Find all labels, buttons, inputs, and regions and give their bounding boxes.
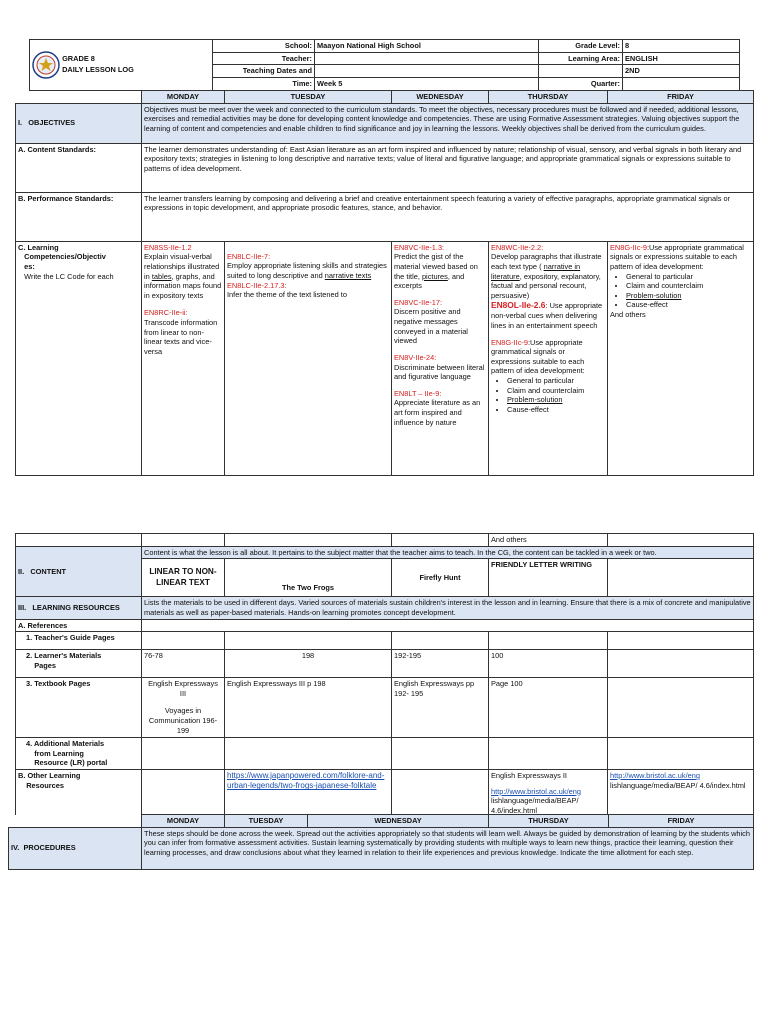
quarter-blank <box>623 77 740 90</box>
bristol-link[interactable]: http://www.bristol.ac.uk/eng <box>491 786 581 796</box>
procedures-num: IV. <box>11 843 20 853</box>
lc-text: Develop paragraphs that illustrate each text type ( <box>491 252 602 271</box>
lc-code: EN8SS-IIe-1.2 <box>144 242 192 252</box>
lc-text-underlined: tables <box>151 271 172 281</box>
list-item: • General to particular <box>626 272 751 282</box>
ol-friday-cell <box>608 770 754 818</box>
competencies-label-3: es: <box>24 261 35 271</box>
am-label-2: from Learning <box>34 748 84 758</box>
lc-code: EN8LC-IIe-2.17.3: <box>227 280 287 290</box>
quarter-spacer <box>539 65 623 78</box>
tg-label: 1. Teacher's Guide Pages <box>16 632 142 650</box>
lm-wednesday: 192-195 <box>392 650 489 678</box>
lm-thursday: 100 <box>489 650 608 678</box>
list-item: • Problem-solution <box>626 291 751 301</box>
lm-label <box>16 650 142 678</box>
competencies-friday <box>608 241 754 475</box>
lc-text: non-verbal cues when delivering <box>491 311 597 321</box>
lc-code: EN8VC-IIe-17: <box>394 297 443 307</box>
content-wednesday: Firefly Hunt <box>392 559 489 597</box>
objectives-label-cell <box>16 103 142 143</box>
idea-pattern-list <box>610 272 751 311</box>
lc-code: EN8LT – IIe-9: <box>394 388 442 398</box>
objectives-table <box>15 90 754 476</box>
performance-standards-text: The learner transfers learning by composing and delivering a brief and creative entertainment speech featuring a variety of effective paragraphs, appropriate grammatical signals or expressions in topic development, and appropriate prosodic features, stance, and behavior. <box>142 192 754 241</box>
folktale-link[interactable]: https://www.japanpowered.com/folklore-and-urban-legends/two-frogs-japanese-folktale <box>227 771 385 791</box>
learning-area-value: ENGLISH <box>623 52 740 65</box>
lc-text: Appreciate literature as an art form inspired and influence by nature <box>394 398 481 427</box>
dates-spacer <box>315 65 539 78</box>
lc-code: EN8V-IIe-24: <box>394 352 437 362</box>
resources-num: III. <box>18 603 27 613</box>
lc-text: :Use appropriate grammatical signals or expressions suitable to each pattern of idea development: <box>610 242 744 271</box>
deped-seal-icon <box>32 51 60 79</box>
grade-level-value: 8 <box>623 40 740 53</box>
tb-thursday: Page 100 <box>489 678 608 738</box>
competencies-label-cell <box>16 241 142 475</box>
lc-text: , expository, explanatory, factual and personal recount, persuasive) <box>491 271 601 300</box>
lm-friday <box>608 650 754 678</box>
lc-text-underlined: pictures <box>421 271 448 281</box>
bristol-link-2[interactable]: http://www.bristol.ac.uk/eng <box>610 771 700 780</box>
tb-tuesday: English Expressways III p 198 <box>225 678 392 738</box>
lc-text: Discriminate between literal and figurative language <box>394 362 485 382</box>
day-thursday-2: THURSDAY <box>489 815 609 828</box>
lc-code: EN8VC-IIe-1.3: <box>394 242 445 252</box>
competencies-label-1: C. Learning <box>18 242 59 252</box>
content-thursday: FRIENDLY LETTER WRITING <box>489 559 608 597</box>
teacher-value <box>315 52 539 65</box>
quarter-label: Quarter: <box>539 77 623 90</box>
content-num: II. <box>18 566 25 576</box>
lc-text: And others <box>610 310 646 319</box>
content-label: CONTENT <box>30 566 67 576</box>
ol-tuesday-cell <box>225 770 392 818</box>
tb-monday-2: Voyages in Communication 196-199 <box>148 706 218 735</box>
procedures-label-cell <box>9 827 142 869</box>
list-item: • Cause-effect <box>626 300 751 310</box>
objectives-num: I. <box>18 118 23 128</box>
competencies-label-4: Write the LC Code for each <box>24 271 114 281</box>
lc-code: EN8RC-IIe-ii: <box>144 308 188 318</box>
teacher-label: Teacher: <box>213 52 315 65</box>
am-label <box>16 738 142 770</box>
tb-label: 3. Textbook Pages <box>16 678 142 738</box>
lm-monday: 76-78 <box>142 650 225 678</box>
lc-text: Explain visual-verbal relationships illustrated in <box>144 252 220 281</box>
dates-label-2: Time: <box>213 77 315 90</box>
procedures-text: These steps should be done across the week. Spread out the activities appropriately so that students will learn well. Always be guided by demonstration of learning by the students which you can infer from formative assessment activities. Sustain learning systematically by providing students with multiple ways to learn new things, practice their learning, question their learning processes, and draw conclusions about what they learned in relation to their life experiences and previous knowledge. Indicate the time allotment for each step. <box>142 827 754 869</box>
list-item: • Claim and counterclaim <box>626 281 751 291</box>
competencies-label-2: Competencies/Objectiv <box>24 252 106 262</box>
grade-level-label: Grade Level: <box>539 40 623 53</box>
content-tuesday: The Two Frogs <box>225 559 392 597</box>
tb-monday-1: English Expressways III <box>148 679 218 698</box>
competencies-overflow: And others <box>489 534 608 547</box>
references-label: A. References <box>16 619 142 632</box>
content-label-cell <box>16 546 142 597</box>
lc-text: : Use appropriate <box>545 301 603 311</box>
resources-label-cell <box>16 597 142 619</box>
ol-text: English Expressways II <box>491 771 567 780</box>
procedures-table <box>8 814 754 870</box>
day-wednesday-2: WEDNESDAY <box>308 815 489 828</box>
lm-tuesday: 198 <box>225 650 392 678</box>
procedures-label: PROCEDURES <box>23 843 76 853</box>
day-friday-2: FRIDAY <box>609 815 754 828</box>
log-title: DAILY LESSON LOG <box>62 64 134 74</box>
header-table <box>29 39 740 91</box>
lm-label-1: 2. Learner's Materials <box>26 651 102 661</box>
lc-text: , graphs, and information maps found in expository texts <box>144 271 222 300</box>
ol-thursday-cell <box>489 770 608 818</box>
am-label-3: Resource (LR) portal <box>34 758 108 768</box>
competencies-monday <box>142 241 225 475</box>
lm-label-2: Pages <box>34 660 56 670</box>
day-thursday: THURSDAY <box>489 91 608 104</box>
content-standards-text: The learner demonstrates understanding of: East Asian literature as an art form inspired and influenced by nature; relationship of visual, sensory, and verbal signals in both literary and expository texts; strategies in listening to long descriptive and narrative texts; value of literal and figurative language; and appropriate grammatical signals or expressions suitable to patterns of idea development. <box>142 143 754 192</box>
resources-text: Lists the materials to be used in different days. Varied sources of materials sustain children's interest in the lesson and in learning. Ensure that there is a mix of concrete and manipulative materials as well as paper-based materials. Hands-on learning promotes concept development. <box>142 597 754 619</box>
objectives-label: OBJECTIVES <box>28 118 76 128</box>
objectives-text: Objectives must be meet over the week and connected to the curriculum standards. To meet the objectives, necessary procedures must be followed and if needed, additional lessons, exercises and remedial activities may be done for developing content knowledge and competencies. These are using Formative Assessment strategies. Valuing objectives support the learning of content and competencies and enable children to find significance and joy in learning the lessons. Weekly objectives shall be derived from the curriculum guides. <box>142 103 754 143</box>
list-item: • Problem-solution <box>507 395 605 405</box>
performance-standards-label: B. Performance Standards: <box>16 192 142 241</box>
ol-label <box>16 770 142 818</box>
school-label: School: <box>213 40 315 53</box>
day-monday-2: MONDAY <box>142 815 225 828</box>
competencies-thursday <box>489 241 608 475</box>
competencies-tuesday <box>225 241 392 475</box>
lc-text: Employ appropriate listening skills and strategies suited to long descriptive and <box>227 261 387 280</box>
lc-text: Infer the theme of the text listened to <box>227 290 347 300</box>
day-wednesday: WEDNESDAY <box>392 91 489 104</box>
ol-text: lishlanguage/media/BEAP/ 4.6/index.html <box>491 796 579 815</box>
grade-title: GRADE 8 <box>62 54 95 64</box>
dates-label-1: Teaching Dates and <box>213 65 315 78</box>
content-friday <box>608 559 754 597</box>
lc-code: EN8G-IIc-9 <box>610 242 647 252</box>
lc-text-underlined: narrative texts <box>324 270 372 280</box>
day-friday: FRIDAY <box>608 91 754 104</box>
resources-label: LEARNING RESOURCES <box>32 603 120 613</box>
list-item: • General to particular <box>507 376 605 386</box>
am-label-1: 4. Additional Materials <box>26 739 105 749</box>
content-resources-table <box>15 533 754 818</box>
content-text: Content is what the lesson is all about. It pertains to the subject matter that the teacher aims to teach. In the CG, the content can be tackled in a week or two. <box>142 546 754 559</box>
day-tuesday: TUESDAY <box>225 91 392 104</box>
idea-pattern-list <box>491 376 605 415</box>
competencies-wednesday <box>392 241 489 475</box>
lc-text: , and excerpts <box>394 271 465 291</box>
day-monday: MONDAY <box>142 91 225 104</box>
lc-text: Transcode information from linear to non-linear texts and vice-versa <box>144 318 218 356</box>
ol-label-2: Resources <box>26 780 65 790</box>
content-monday: LINEAR TO NON-LINEAR TEXT <box>142 559 225 597</box>
quarter-value: 2ND <box>623 65 740 78</box>
dates-value: Week 5 <box>315 77 539 90</box>
ol-text: lishlanguage/media/BEAP/ 4.6/index.html <box>610 780 746 790</box>
school-value: Maayon National High School <box>315 40 539 53</box>
tb-friday <box>608 678 754 738</box>
tb-wednesday: English Expressways pp 192- 195 <box>392 678 489 738</box>
header-logo-cell <box>30 40 213 91</box>
tb-monday <box>142 678 225 738</box>
lc-code: EN8LC-IIe-7: <box>227 251 271 261</box>
lc-code: EN8OL-IIe-2.6 <box>491 300 546 311</box>
lc-code: EN8G-IIc-9 <box>491 337 528 347</box>
lc-text: Predict the gist of the material viewed based on the title, <box>394 252 478 281</box>
lc-text: lines in an entertainment speech <box>491 320 598 330</box>
day-tuesday-2: TUESDAY <box>225 815 308 828</box>
list-item: • Cause-effect <box>507 405 605 415</box>
lc-text-underlined: narrative in literature <box>491 261 581 281</box>
content-standards-label: A. Content Standards: <box>16 143 142 192</box>
learning-area-label: Learning Area: <box>539 52 623 65</box>
ol-label-1: B. Other Learning <box>18 771 81 780</box>
list-item: • Claim and counterclaim <box>507 386 605 396</box>
lc-code: EN8WC-IIe-2.2: <box>491 242 544 252</box>
lc-text: Discern positive and negative messages conveyed in a material viewed <box>394 307 468 346</box>
lc-text: :Use appropriate grammatical signals or expressions suitable to each pattern of idea development: <box>491 337 585 376</box>
